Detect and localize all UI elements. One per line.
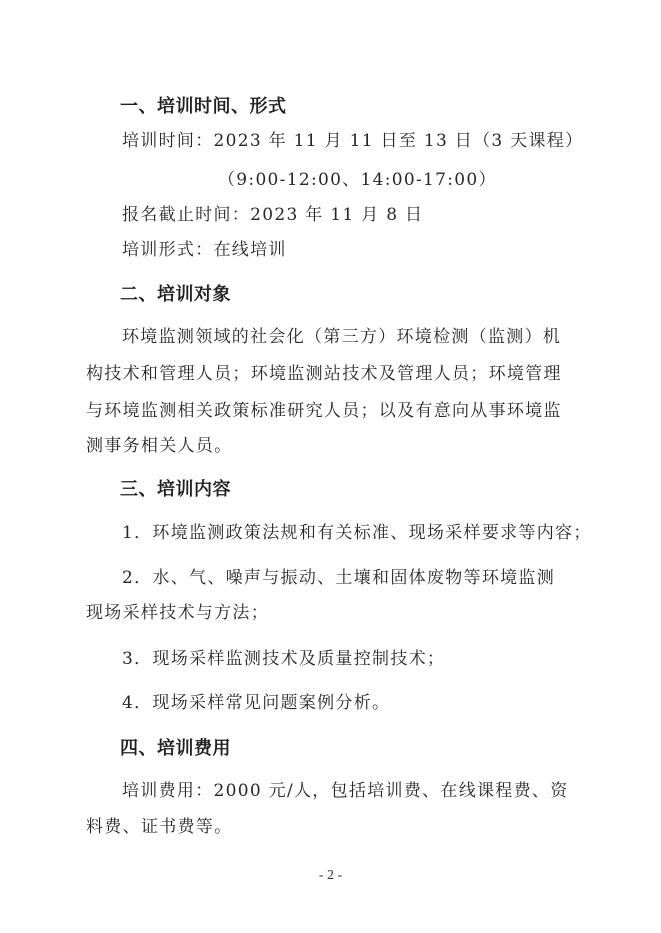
section-heading-audience: 二、培训对象	[120, 284, 231, 305]
content-item-2-continued: 现场采样技术与方法；	[86, 603, 269, 623]
audience-paragraph-line: 环境监测领域的社会化（第三方）环境检测（监测）机	[122, 327, 562, 347]
section-heading-fees: 四、培训费用	[120, 738, 231, 759]
training-format-line: 培训形式：在线培训	[122, 240, 287, 260]
fees-paragraph-line: 料费、证书费等。	[86, 817, 233, 837]
content-item-4: 4．现场采样常见问题案例分析。	[122, 693, 391, 713]
audience-paragraph-line: 构技术和管理人员；环境监测站技术及管理人员；环境管理	[86, 364, 562, 384]
section-heading-content: 三、培训内容	[120, 479, 231, 500]
audience-paragraph-line: 测事务相关人员。	[86, 436, 233, 456]
section-heading-time-format: 一、培训时间、形式	[120, 96, 287, 117]
fees-paragraph-line: 培训费用：2000 元/人，包括培训费、在线课程费、资	[122, 781, 569, 801]
audience-paragraph-line: 与环境监测相关政策标准研究人员；以及有意向从事环境监	[86, 401, 562, 421]
training-time-detail: （9:00-12:00、14:00-17:00）	[218, 170, 497, 190]
registration-deadline-line: 报名截止时间：2023 年 11 月 8 日	[122, 205, 424, 225]
content-item-2: 2．水、气、噪声与振动、土壤和固体废物等环境监测	[122, 568, 556, 588]
content-item-1: 1．环境监测政策法规和有关标准、现场采样要求等内容；	[122, 523, 592, 543]
training-time-line: 培训时间：2023 年 11 月 11 日至 13 日（3 天课程）	[122, 131, 584, 151]
page-number: - 2 -	[318, 868, 343, 883]
content-item-3: 3．现场采样监测技术及质量控制技术；	[122, 649, 446, 669]
